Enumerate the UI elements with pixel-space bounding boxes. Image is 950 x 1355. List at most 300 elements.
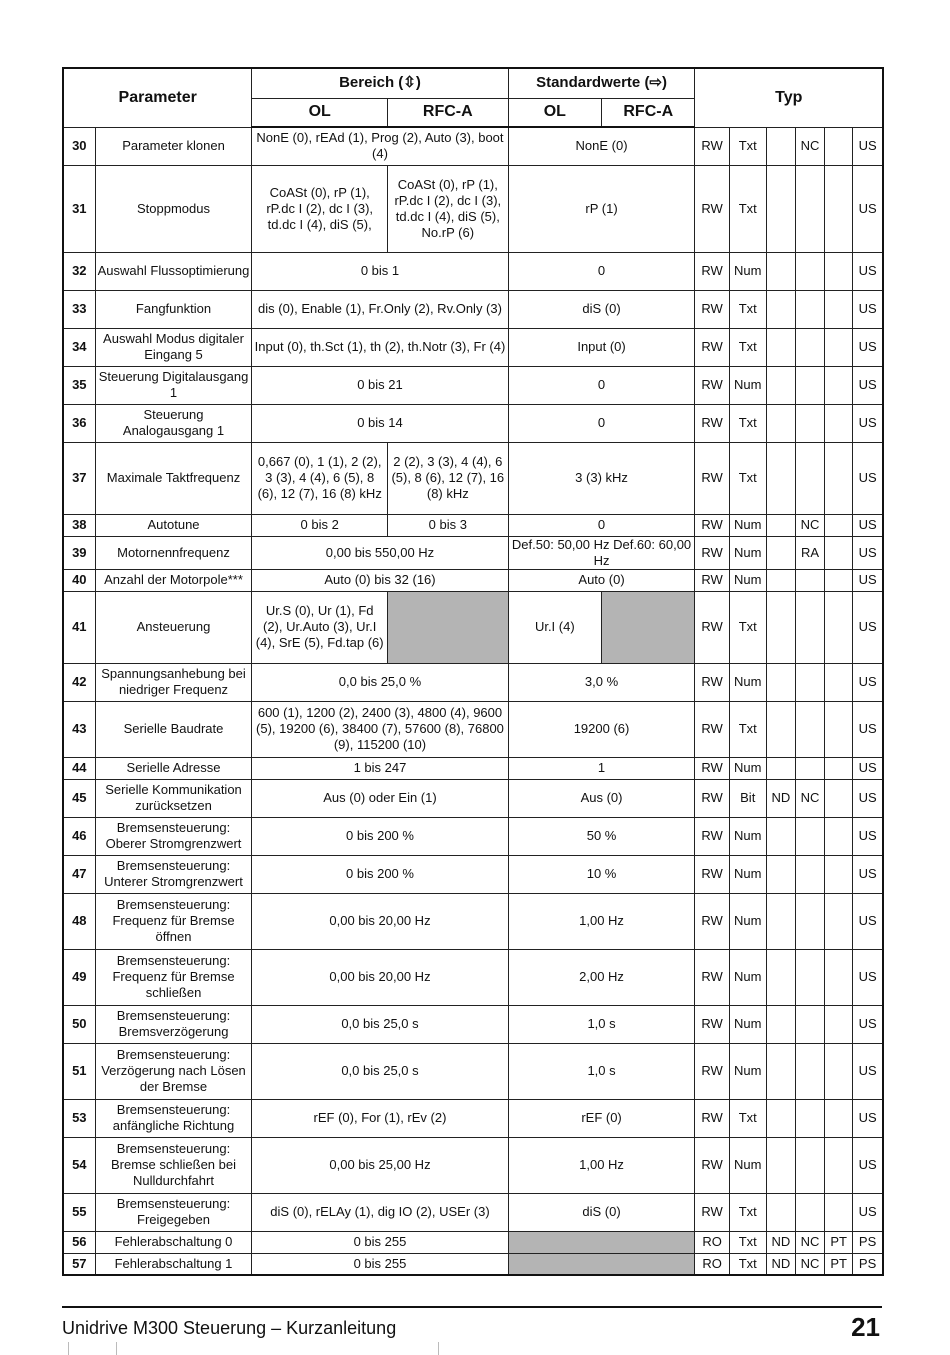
range-rfca-cell: CoASt (0), rP (1), rP.dc I (2), dc I (3), td.dc I (4), diS (5), No.rP (6): [388, 165, 509, 252]
type-flag: PT: [825, 1253, 853, 1275]
type-flag: [825, 1005, 853, 1043]
table-row: [63, 290, 883, 328]
param-number: 32: [63, 252, 95, 290]
type-flag: Txt: [729, 442, 766, 514]
table-row: [63, 779, 883, 817]
param-number: 37: [63, 442, 95, 514]
type-flag: Txt: [729, 1253, 766, 1275]
table-row: [63, 569, 883, 591]
type-flag: RW: [695, 893, 729, 949]
table-row: [63, 442, 883, 514]
type-flag: [825, 1099, 853, 1137]
type-flag: PT: [825, 1231, 853, 1253]
param-number: 56: [63, 1231, 95, 1253]
table-row: [63, 127, 883, 165]
type-flag: [825, 290, 853, 328]
table-row: [63, 514, 883, 536]
type-flag: RW: [695, 1043, 729, 1099]
type-flag: ND: [766, 1253, 795, 1275]
type-flag: [795, 1043, 824, 1099]
type-flag: [795, 1099, 824, 1137]
header-typ: Typ: [695, 68, 883, 127]
type-flag: RW: [695, 328, 729, 366]
type-flag: [766, 817, 795, 855]
default-cell: Input (0): [508, 328, 695, 366]
type-flag: Txt: [729, 290, 766, 328]
margin-tick: [438, 1342, 439, 1355]
param-name: Fehlerabschaltung 1: [95, 1253, 252, 1275]
type-flag: Txt: [729, 1231, 766, 1253]
type-flag: US: [853, 1005, 883, 1043]
param-name: Auswahl Flussoptimierung: [95, 252, 252, 290]
type-flag: RO: [695, 1231, 729, 1253]
type-flag: RW: [695, 663, 729, 701]
range-cell: 0 bis 21: [252, 366, 508, 404]
type-flag: RO: [695, 1253, 729, 1275]
type-flag: RW: [695, 536, 729, 569]
range-ol-cell: CoASt (0), rP (1), rP.dc I (2), dc I (3), td.dc I (4), diS (5),: [252, 165, 388, 252]
type-flag: RW: [695, 290, 729, 328]
type-flag: US: [853, 328, 883, 366]
type-flag: [766, 442, 795, 514]
param-number: 44: [63, 757, 95, 779]
type-flag: [795, 1005, 824, 1043]
type-flag: PS: [853, 1253, 883, 1275]
param-number: 40: [63, 569, 95, 591]
param-number: 54: [63, 1137, 95, 1193]
type-flag: [766, 514, 795, 536]
type-flag: US: [853, 949, 883, 1005]
type-flag: NC: [795, 1253, 824, 1275]
param-number: 36: [63, 404, 95, 442]
type-flag: ND: [766, 779, 795, 817]
param-number: 47: [63, 855, 95, 893]
table-row: [63, 366, 883, 404]
type-flag: Txt: [729, 328, 766, 366]
type-flag: US: [853, 404, 883, 442]
param-name: Bremsensteuerung: Bremsverzögerung: [95, 1005, 252, 1043]
param-number: 53: [63, 1099, 95, 1137]
type-flag: [766, 366, 795, 404]
range-cell: 0 bis 200 %: [252, 817, 508, 855]
type-flag: US: [853, 1043, 883, 1099]
type-flag: [766, 165, 795, 252]
table-row: [63, 404, 883, 442]
range-ol-cell: Ur.S (0), Ur (1), Fd (2), Ur.Auto (3), Ur.I (4), SrE (5), Fd.tap (6): [252, 591, 388, 663]
type-flag: RW: [695, 1193, 729, 1231]
header-bereich: Bereich (⇳): [252, 68, 508, 98]
type-flag: RW: [695, 779, 729, 817]
default-rfca-na: [602, 591, 695, 663]
table-row: [63, 1253, 883, 1275]
type-flag: Txt: [729, 701, 766, 757]
param-number: 30: [63, 127, 95, 165]
default-cell: 1,0 s: [508, 1005, 695, 1043]
table-row: [63, 1099, 883, 1137]
table-row: [63, 817, 883, 855]
type-flag: RW: [695, 1137, 729, 1193]
range-cell: diS (0), rELAy (1), dig IO (2), USEr (3): [252, 1193, 508, 1231]
param-name: Ansteuerung: [95, 591, 252, 663]
type-flag: [766, 757, 795, 779]
range-cell: Auto (0) bis 32 (16): [252, 569, 508, 591]
type-flag: Num: [729, 757, 766, 779]
default-cell: 50 %: [508, 817, 695, 855]
margin-tick: [68, 1342, 69, 1355]
type-flag: [825, 1137, 853, 1193]
type-flag: [795, 1193, 824, 1231]
default-cell: 1,0 s: [508, 1043, 695, 1099]
type-flag: [795, 663, 824, 701]
type-flag: US: [853, 817, 883, 855]
param-name: Serielle Baudrate: [95, 701, 252, 757]
type-flag: US: [853, 1099, 883, 1137]
type-flag: RW: [695, 127, 729, 165]
table-row: [63, 165, 883, 252]
range-cell: 0 bis 255: [252, 1253, 508, 1275]
type-flag: US: [853, 366, 883, 404]
param-number: 35: [63, 366, 95, 404]
type-flag: [825, 442, 853, 514]
default-cell: 0: [508, 252, 695, 290]
param-number: 39: [63, 536, 95, 569]
type-flag: [825, 1193, 853, 1231]
param-number: 55: [63, 1193, 95, 1231]
param-name: Steuerung Analogausgang 1: [95, 404, 252, 442]
type-flag: [766, 252, 795, 290]
range-ol-cell: 0,667 (0), 1 (1), 2 (2), 3 (3), 4 (4), 6 (5), 8 (6), 12 (7), 16 (8) kHz: [252, 442, 388, 514]
default-cell: 0: [508, 404, 695, 442]
type-flag: [795, 701, 824, 757]
param-name: Steuerung Digitalausgang 1: [95, 366, 252, 404]
type-flag: Num: [729, 817, 766, 855]
type-flag: [795, 817, 824, 855]
type-flag: [825, 591, 853, 663]
param-name: Spannungsanhebung bei niedriger Frequenz: [95, 663, 252, 701]
type-flag: US: [853, 893, 883, 949]
type-flag: RW: [695, 701, 729, 757]
range-cell: 0 bis 1: [252, 252, 508, 290]
type-flag: [766, 949, 795, 1005]
range-cell: 0,0 bis 25,0 %: [252, 663, 508, 701]
table-row: [63, 328, 883, 366]
type-flag: US: [853, 1193, 883, 1231]
param-number: 46: [63, 817, 95, 855]
type-flag: RW: [695, 591, 729, 663]
table-row: [63, 1231, 883, 1253]
range-cell: dis (0), Enable (1), Fr.Only (2), Rv.Only (3): [252, 290, 508, 328]
type-flag: [766, 1043, 795, 1099]
table-row: [63, 855, 883, 893]
type-flag: [766, 701, 795, 757]
param-number: 50: [63, 1005, 95, 1043]
type-flag: Num: [729, 663, 766, 701]
param-name: Fehlerabschaltung 0: [95, 1231, 252, 1253]
header-default-rfca: RFC-A: [602, 98, 695, 127]
table-row: [63, 591, 883, 663]
type-flag: [766, 569, 795, 591]
range-cell: 0,00 bis 25,00 Hz: [252, 1137, 508, 1193]
range-cell: 0 bis 14: [252, 404, 508, 442]
type-flag: US: [853, 779, 883, 817]
type-flag: US: [853, 701, 883, 757]
range-cell: 0,00 bis 20,00 Hz: [252, 949, 508, 1005]
param-name: Bremsensteuerung: Unterer Stromgrenzwert: [95, 855, 252, 893]
default-cell: Def.50: 50,00 Hz Def.60: 60,00 Hz: [508, 536, 695, 569]
type-flag: [795, 949, 824, 1005]
type-flag: US: [853, 514, 883, 536]
type-flag: RW: [695, 514, 729, 536]
type-flag: RW: [695, 1099, 729, 1137]
type-flag: Num: [729, 893, 766, 949]
range-rfca-cell: 2 (2), 3 (3), 4 (4), 6 (5), 8 (6), 12 (7), 16 (8) kHz: [388, 442, 509, 514]
type-flag: [766, 893, 795, 949]
type-flag: US: [853, 569, 883, 591]
type-flag: [825, 569, 853, 591]
table-row: [63, 1193, 883, 1231]
type-flag: [825, 949, 853, 1005]
type-flag: [825, 779, 853, 817]
type-flag: [795, 165, 824, 252]
param-name: Bremsensteuerung: Frequenz für Bremse öffnen: [95, 893, 252, 949]
type-flag: RW: [695, 404, 729, 442]
default-cell: 19200 (6): [508, 701, 695, 757]
param-name: Autotune: [95, 514, 252, 536]
param-name: Maximale Taktfrequenz: [95, 442, 252, 514]
type-flag: [795, 366, 824, 404]
table-row: [63, 701, 883, 757]
type-flag: [795, 404, 824, 442]
param-number: 41: [63, 591, 95, 663]
type-flag: Num: [729, 949, 766, 1005]
type-flag: Num: [729, 855, 766, 893]
default-cell: NonE (0): [508, 127, 695, 165]
type-flag: [825, 701, 853, 757]
type-flag: [766, 1193, 795, 1231]
type-flag: RW: [695, 949, 729, 1005]
type-flag: NC: [795, 514, 824, 536]
type-flag: US: [853, 855, 883, 893]
type-flag: US: [853, 663, 883, 701]
type-flag: Num: [729, 366, 766, 404]
range-cell: 0 bis 255: [252, 1231, 508, 1253]
default-cell: Auto (0): [508, 569, 695, 591]
type-flag: [766, 290, 795, 328]
type-flag: US: [853, 290, 883, 328]
type-flag: Txt: [729, 1193, 766, 1231]
type-flag: US: [853, 757, 883, 779]
param-number: 45: [63, 779, 95, 817]
type-flag: [825, 127, 853, 165]
range-rfca-na: [388, 591, 509, 663]
default-ol-cell: Ur.I (4): [508, 591, 601, 663]
type-flag: [795, 442, 824, 514]
param-name: Auswahl Modus digitaler Eingang 5: [95, 328, 252, 366]
type-flag: [795, 328, 824, 366]
param-name: Serielle Adresse: [95, 757, 252, 779]
type-flag: PS: [853, 1231, 883, 1253]
type-flag: [795, 290, 824, 328]
default-na: [508, 1253, 695, 1275]
type-flag: US: [853, 165, 883, 252]
range-cell: 0,0 bis 25,0 s: [252, 1043, 508, 1099]
default-cell: 2,00 Hz: [508, 949, 695, 1005]
param-name: Stoppmodus: [95, 165, 252, 252]
type-flag: Txt: [729, 404, 766, 442]
param-number: 48: [63, 893, 95, 949]
range-cell: rEF (0), For (1), rEv (2): [252, 1099, 508, 1137]
type-flag: Txt: [729, 165, 766, 252]
param-number: 38: [63, 514, 95, 536]
header-default-ol: OL: [508, 98, 601, 127]
table-row: [63, 949, 883, 1005]
range-cell: 0 bis 200 %: [252, 855, 508, 893]
type-flag: RW: [695, 817, 729, 855]
type-flag: RW: [695, 366, 729, 404]
type-flag: US: [853, 536, 883, 569]
type-flag: [766, 1099, 795, 1137]
type-flag: [825, 1043, 853, 1099]
param-number: 57: [63, 1253, 95, 1275]
type-flag: RW: [695, 252, 729, 290]
footer-rule: [62, 1306, 882, 1308]
type-flag: Num: [729, 252, 766, 290]
type-flag: RW: [695, 442, 729, 514]
header-range-ol: OL: [252, 98, 388, 127]
header-standardwerte: Standardwerte (⇨): [508, 68, 695, 98]
default-cell: diS (0): [508, 1193, 695, 1231]
default-cell: 3,0 %: [508, 663, 695, 701]
type-flag: [766, 1005, 795, 1043]
type-flag: Bit: [729, 779, 766, 817]
param-name: Bremsensteuerung: Verzögerung nach Lösen der Bremse: [95, 1043, 252, 1099]
range-rfca-cell: 0 bis 3: [388, 514, 509, 536]
table-row: [63, 663, 883, 701]
type-flag: Num: [729, 514, 766, 536]
table-row: [63, 536, 883, 569]
default-cell: rEF (0): [508, 1099, 695, 1137]
table-row: [63, 252, 883, 290]
type-flag: [766, 127, 795, 165]
param-name: Bremsensteuerung: Freigegeben: [95, 1193, 252, 1231]
type-flag: [825, 757, 853, 779]
type-flag: [825, 536, 853, 569]
type-flag: [825, 366, 853, 404]
default-cell: 1,00 Hz: [508, 893, 695, 949]
param-number: 49: [63, 949, 95, 1005]
type-flag: [825, 817, 853, 855]
type-flag: [825, 404, 853, 442]
type-flag: ND: [766, 1231, 795, 1253]
default-cell: 3 (3) kHz: [508, 442, 695, 514]
type-flag: RW: [695, 569, 729, 591]
type-flag: [766, 404, 795, 442]
table-row: [63, 1137, 883, 1193]
table-row: [63, 1005, 883, 1043]
type-flag: [795, 252, 824, 290]
type-flag: RW: [695, 1005, 729, 1043]
type-flag: US: [853, 127, 883, 165]
default-cell: 1: [508, 757, 695, 779]
parameter-rows: [63, 127, 883, 1275]
parameter-table: [62, 67, 884, 1276]
type-flag: Txt: [729, 127, 766, 165]
type-flag: RW: [695, 165, 729, 252]
default-cell: Aus (0): [508, 779, 695, 817]
type-flag: [825, 893, 853, 949]
range-cell: 0,0 bis 25,0 s: [252, 1005, 508, 1043]
type-flag: Num: [729, 536, 766, 569]
type-flag: [766, 328, 795, 366]
type-flag: [795, 855, 824, 893]
range-cell: Input (0), th.Sct (1), th (2), th.Notr (3), Fr (4): [252, 328, 508, 366]
type-flag: [795, 757, 824, 779]
type-flag: [825, 252, 853, 290]
type-flag: Txt: [729, 1099, 766, 1137]
range-ol-cell: 0 bis 2: [252, 514, 388, 536]
param-name: Fangfunktion: [95, 290, 252, 328]
param-number: 43: [63, 701, 95, 757]
type-flag: [766, 855, 795, 893]
default-cell: diS (0): [508, 290, 695, 328]
type-flag: [766, 1137, 795, 1193]
default-cell: rP (1): [508, 165, 695, 252]
type-flag: RA: [795, 536, 824, 569]
type-flag: [795, 1137, 824, 1193]
table-row: [63, 1043, 883, 1099]
param-number: 51: [63, 1043, 95, 1099]
type-flag: RW: [695, 757, 729, 779]
type-flag: [825, 514, 853, 536]
type-flag: Num: [729, 1005, 766, 1043]
default-na: [508, 1231, 695, 1253]
type-flag: Num: [729, 1043, 766, 1099]
type-flag: [766, 536, 795, 569]
param-name: Bremsensteuerung: Oberer Stromgrenzwert: [95, 817, 252, 855]
param-name: Serielle Kommunikation zurücksetzen: [95, 779, 252, 817]
type-flag: US: [853, 591, 883, 663]
param-name: Motornennfrequenz: [95, 536, 252, 569]
default-cell: 10 %: [508, 855, 695, 893]
table-row: [63, 757, 883, 779]
type-flag: [825, 328, 853, 366]
param-number: 42: [63, 663, 95, 701]
type-flag: US: [853, 252, 883, 290]
param-number: 31: [63, 165, 95, 252]
page-number: 21: [851, 1312, 880, 1342]
type-flag: NC: [795, 1231, 824, 1253]
type-flag: Num: [729, 569, 766, 591]
param-number: 33: [63, 290, 95, 328]
type-flag: [766, 663, 795, 701]
type-flag: RW: [695, 855, 729, 893]
type-flag: Txt: [729, 591, 766, 663]
type-flag: [825, 663, 853, 701]
param-name: Bremsensteuerung: anfängliche Richtung: [95, 1099, 252, 1137]
param-name: Parameter klonen: [95, 127, 252, 165]
margin-tick: [116, 1342, 117, 1355]
param-name: Bremsensteuerung: Frequenz für Bremse schließen: [95, 949, 252, 1005]
footer-title: Unidrive M300 Steuerung – Kurzanleitung: [62, 1318, 397, 1338]
type-flag: Num: [729, 1137, 766, 1193]
type-flag: US: [853, 442, 883, 514]
range-cell: 1 bis 247: [252, 757, 508, 779]
table-row: [63, 893, 883, 949]
header-parameter: Parameter: [63, 68, 252, 127]
default-cell: 1,00 Hz: [508, 1137, 695, 1193]
range-cell: Aus (0) oder Ein (1): [252, 779, 508, 817]
default-cell: 0: [508, 514, 695, 536]
